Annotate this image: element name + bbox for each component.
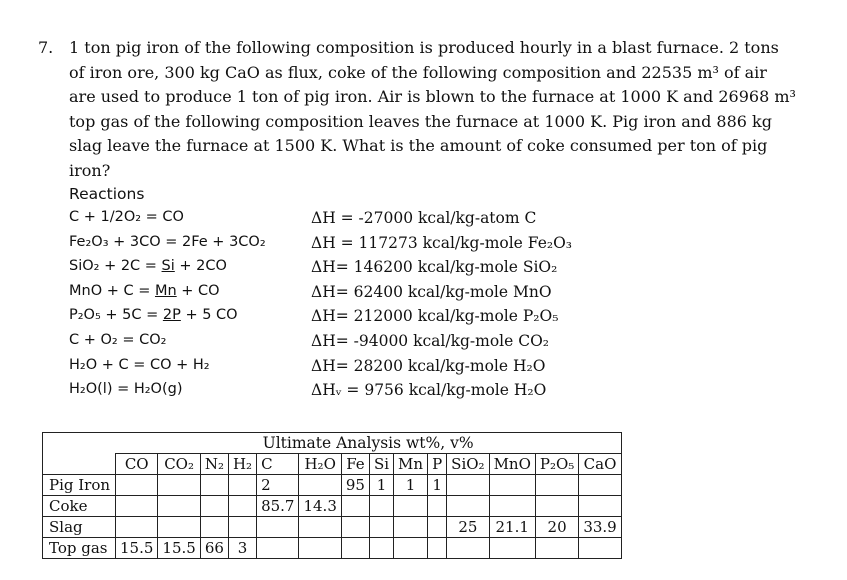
row-label: Top gas	[43, 538, 116, 559]
column-header: C	[257, 454, 299, 475]
reaction-equation: Fe₂O₃ + 3CO = 2Fe + 3CO₂	[69, 233, 266, 250]
problem-number: 7.	[38, 38, 54, 57]
table-cell	[200, 475, 228, 496]
column-header: Mn	[394, 454, 428, 475]
table-cell	[369, 517, 393, 538]
reaction-row	[69, 381, 547, 406]
table-cell	[116, 496, 158, 517]
table-cell	[158, 475, 200, 496]
table-cell	[447, 538, 489, 559]
table-row	[43, 538, 622, 559]
table-cell	[116, 475, 158, 496]
table-cell	[394, 496, 428, 517]
table-cell	[428, 496, 447, 517]
reaction-equation: H₂O + C = CO + H₂	[69, 356, 210, 373]
reaction-enthalpy: ΔHᵥ = 9756 kcal/kg-mole H₂O	[311, 381, 547, 400]
table-corner-cell	[43, 433, 116, 454]
table-cell: 1	[428, 475, 447, 496]
table-cell	[535, 496, 578, 517]
reactions-section	[69, 185, 572, 406]
table-cell	[489, 496, 535, 517]
table-cell	[299, 475, 341, 496]
column-header: CaO	[579, 454, 621, 475]
row-label: Pig Iron	[43, 475, 116, 496]
problem-text: 1 ton pig iron of the following composition is produced hourly in a blast furnace. 2 tons of iron ore, 300 kg CaO as flux, coke of the following composition and 22535 m³ of air are used to produce 1 ton of pig iron. Air is blown to the furnace at 1000 K and 26968 m³ top gas of the following composition leaves the furnace at 1000 K. Pig iron and 886 kg slag leave the furnace at 1500 K. What is the amount of coke consumed per ton of pig iron?	[69, 38, 796, 180]
table-cell	[200, 496, 228, 517]
table-cell	[428, 538, 447, 559]
table-cell	[394, 538, 428, 559]
reaction-row	[69, 258, 558, 283]
column-header: P₂O₅	[535, 454, 578, 475]
table-cell	[257, 517, 299, 538]
table-cell: 33.9	[579, 517, 621, 538]
reaction-enthalpy: ΔH = -27000 kcal/kg-atom C	[311, 209, 537, 227]
table-cell	[579, 475, 621, 496]
table-cell	[489, 475, 535, 496]
table-caption: Ultimate Analysis wt%, v%	[116, 433, 622, 454]
reaction-enthalpy: ΔH = 117273 kcal/kg-mole Fe₂O₃	[311, 233, 572, 252]
reaction-enthalpy: ΔH= 62400 kcal/kg-mole MnO	[311, 282, 552, 301]
table-cell: 85.7	[257, 496, 299, 517]
table-cell	[158, 496, 200, 517]
problem-statement	[38, 36, 798, 183]
table-cell	[447, 496, 489, 517]
table-cell: 3	[228, 538, 256, 559]
reaction-row	[69, 233, 572, 259]
table-cell: 25	[447, 517, 489, 538]
table-header-row	[43, 454, 622, 475]
table-cell	[228, 475, 256, 496]
table-cell	[489, 538, 535, 559]
table-row	[43, 496, 622, 517]
table-cell	[228, 517, 256, 538]
reaction-equation: MnO + C = Mn + CO	[69, 282, 220, 299]
column-header: H₂O	[299, 454, 341, 475]
column-header: SiO₂	[447, 454, 489, 475]
table-cell: 21.1	[489, 517, 535, 538]
table-cell	[579, 538, 621, 559]
table-cell: 1	[394, 475, 428, 496]
table-cell	[341, 517, 369, 538]
table-row	[43, 475, 622, 496]
column-header: CO₂	[158, 454, 200, 475]
column-header: CO	[116, 454, 158, 475]
column-header: P	[428, 454, 447, 475]
reaction-equation: SiO₂ + 2C = Si + 2CO	[69, 258, 227, 275]
table-cell: 15.5	[116, 538, 158, 559]
reaction-equation: C + 1/2O₂ = CO	[69, 209, 184, 225]
column-header: Si	[369, 454, 393, 475]
reaction-row	[69, 282, 552, 308]
table-corner-cell	[43, 454, 116, 475]
reaction-row	[69, 331, 550, 357]
table-cell	[369, 538, 393, 559]
reaction-row	[69, 356, 546, 382]
table-cell	[116, 517, 158, 538]
table-cell	[341, 496, 369, 517]
reactions-title: Reactions	[69, 185, 145, 203]
reaction-equation: H₂O(l) = H₂O(g)	[69, 381, 183, 398]
table-cell	[200, 517, 228, 538]
table-cell: 14.3	[299, 496, 341, 517]
column-header: MnO	[489, 454, 535, 475]
table-cell	[394, 517, 428, 538]
column-header: Fe	[341, 454, 369, 475]
table-cell: 95	[341, 475, 369, 496]
reaction-enthalpy: ΔH= -94000 kcal/kg-mole CO₂	[311, 331, 550, 350]
reaction-enthalpy: ΔH= 212000 kcal/kg-mole P₂O₅	[311, 307, 559, 326]
table-cell	[228, 496, 256, 517]
reaction-enthalpy: ΔH= 28200 kcal/kg-mole H₂O	[311, 356, 546, 375]
table-cell	[428, 517, 447, 538]
reaction-row	[69, 307, 559, 332]
column-header: N₂	[200, 454, 228, 475]
table-cell: 15.5	[158, 538, 200, 559]
table-cell	[579, 496, 621, 517]
table-cell	[299, 538, 341, 559]
reaction-equation: P₂O₅ + 5C = 2P + 5 CO	[69, 307, 238, 324]
table-cell: 1	[369, 475, 393, 496]
table-cell	[535, 538, 578, 559]
table-cell	[158, 517, 200, 538]
reaction-enthalpy: ΔH= 146200 kcal/kg-mole SiO₂	[311, 258, 558, 277]
reaction-equation: C + O₂ = CO₂	[69, 331, 167, 348]
table-cell	[299, 517, 341, 538]
row-label: Coke	[43, 496, 116, 517]
table-cell	[535, 475, 578, 496]
table-cell	[257, 538, 299, 559]
table-cell: 66	[200, 538, 228, 559]
ultimate-analysis-table	[42, 432, 622, 559]
row-label: Slag	[43, 517, 116, 538]
table-cell	[447, 475, 489, 496]
table-cell	[369, 496, 393, 517]
column-header: H₂	[228, 454, 256, 475]
table-caption-row	[43, 433, 622, 454]
table-row	[43, 517, 622, 538]
reaction-row	[69, 209, 537, 234]
table-cell	[341, 538, 369, 559]
table-cell: 2	[257, 475, 299, 496]
table-cell: 20	[535, 517, 578, 538]
